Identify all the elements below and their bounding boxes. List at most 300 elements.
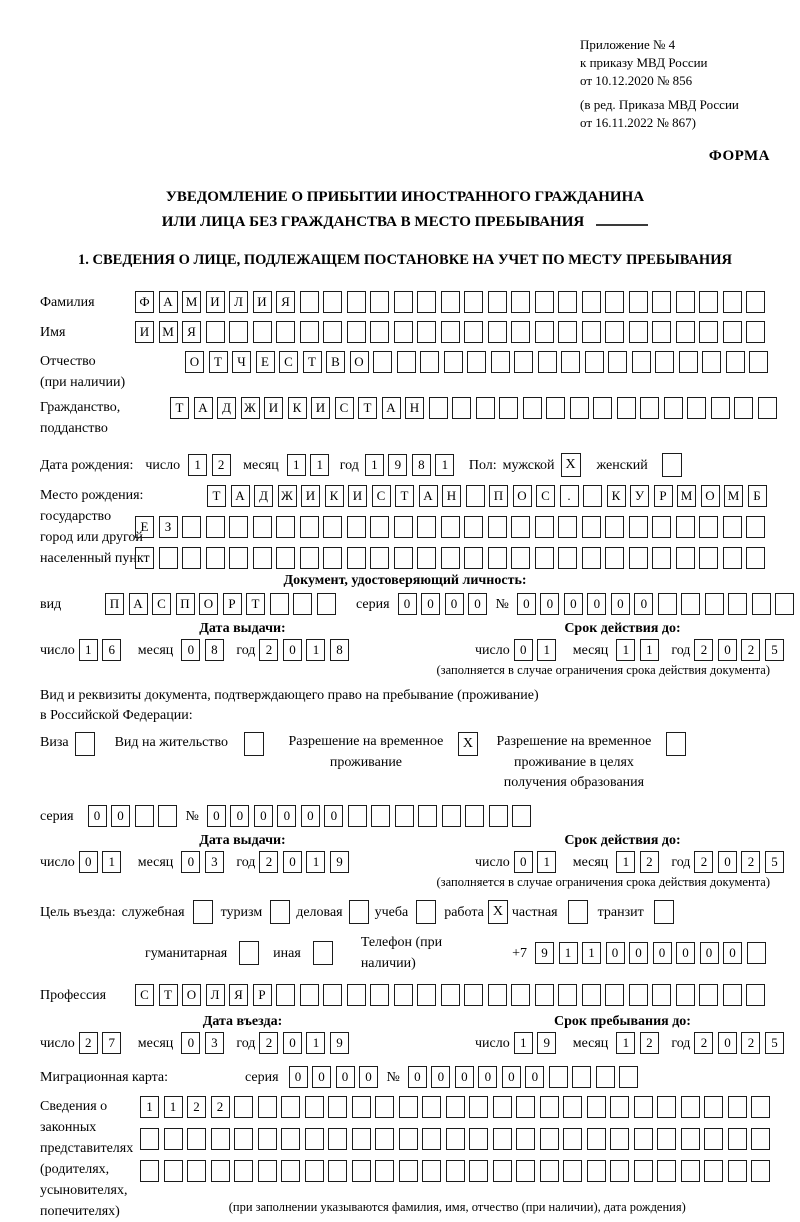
char-cell[interactable] <box>441 516 460 538</box>
char-cell[interactable] <box>728 1160 747 1182</box>
char-cell[interactable] <box>617 397 636 419</box>
char-cell[interactable] <box>258 1160 277 1182</box>
char-cell[interactable]: Л <box>206 984 225 1006</box>
char-cell[interactable]: Т <box>159 984 178 1006</box>
char-cell[interactable] <box>563 1096 582 1118</box>
char-cell[interactable]: О <box>350 351 369 373</box>
char-cell[interactable] <box>375 1160 394 1182</box>
char-cell[interactable]: 1 <box>306 851 325 873</box>
char-cell[interactable]: Т <box>209 351 228 373</box>
char-cell[interactable] <box>535 291 554 313</box>
char-cell[interactable]: С <box>335 397 354 419</box>
char-cell[interactable] <box>699 984 718 1006</box>
char-cell[interactable] <box>751 1096 770 1118</box>
char-cell[interactable] <box>323 516 342 538</box>
char-cell[interactable]: К <box>288 397 307 419</box>
char-cell[interactable]: 9 <box>537 1032 556 1054</box>
char-cell[interactable] <box>164 1128 183 1150</box>
char-cell[interactable] <box>489 805 508 827</box>
char-cell[interactable] <box>323 547 342 569</box>
char-cell[interactable] <box>652 321 671 343</box>
char-cell[interactable]: И <box>311 397 330 419</box>
char-cell[interactable]: И <box>253 291 272 313</box>
char-cell[interactable]: 0 <box>359 1066 378 1088</box>
char-cell[interactable] <box>652 516 671 538</box>
char-cell[interactable] <box>493 1128 512 1150</box>
char-cell[interactable]: Т <box>395 485 414 507</box>
char-cell[interactable] <box>728 1096 747 1118</box>
char-cell[interactable]: 8 <box>412 454 431 476</box>
char-cell[interactable] <box>538 351 557 373</box>
char-cell[interactable]: 0 <box>718 851 737 873</box>
char-cell[interactable] <box>657 1096 676 1118</box>
char-cell[interactable] <box>702 351 721 373</box>
char-cell[interactable]: А <box>129 593 148 615</box>
char-cell[interactable] <box>464 291 483 313</box>
char-cell[interactable] <box>446 1096 465 1118</box>
char-cell[interactable]: 0 <box>324 805 343 827</box>
char-cell[interactable]: Т <box>246 593 265 615</box>
char-cell[interactable]: З <box>159 516 178 538</box>
char-cell[interactable] <box>493 1160 512 1182</box>
char-cell[interactable] <box>608 351 627 373</box>
char-cell[interactable] <box>348 805 367 827</box>
char-cell[interactable]: П <box>105 593 124 615</box>
char-cell[interactable] <box>206 516 225 538</box>
char-cell[interactable]: 0 <box>718 639 737 661</box>
char-cell[interactable] <box>293 593 312 615</box>
char-cell[interactable] <box>491 351 510 373</box>
char-cell[interactable]: П <box>489 485 508 507</box>
char-cell[interactable]: 0 <box>181 851 200 873</box>
residence-permit-checkbox[interactable] <box>244 732 264 756</box>
char-cell[interactable] <box>206 321 225 343</box>
char-cell[interactable] <box>395 805 414 827</box>
char-cell[interactable] <box>535 547 554 569</box>
char-cell[interactable] <box>605 291 624 313</box>
char-cell[interactable] <box>182 547 201 569</box>
char-cell[interactable]: Р <box>223 593 242 615</box>
char-cell[interactable] <box>234 1096 253 1118</box>
char-cell[interactable]: С <box>279 351 298 373</box>
char-cell[interactable] <box>563 1160 582 1182</box>
char-cell[interactable]: 0 <box>254 805 273 827</box>
char-cell[interactable]: 0 <box>587 593 606 615</box>
char-cell[interactable] <box>629 321 648 343</box>
char-cell[interactable] <box>634 1128 653 1150</box>
char-cell[interactable] <box>619 1066 638 1088</box>
char-cell[interactable]: 1 <box>306 1032 325 1054</box>
char-cell[interactable] <box>728 1128 747 1150</box>
char-cell[interactable]: 0 <box>514 851 533 873</box>
edu-permit-checkbox[interactable] <box>666 732 686 756</box>
char-cell[interactable]: 7 <box>102 1032 121 1054</box>
char-cell[interactable]: Р <box>654 485 673 507</box>
char-cell[interactable] <box>328 1128 347 1150</box>
char-cell[interactable] <box>135 547 154 569</box>
char-cell[interactable] <box>632 351 651 373</box>
char-cell[interactable]: Б <box>748 485 767 507</box>
char-cell[interactable]: 0 <box>301 805 320 827</box>
char-cell[interactable]: 1 <box>79 639 98 661</box>
char-cell[interactable] <box>394 547 413 569</box>
char-cell[interactable]: 2 <box>741 1032 760 1054</box>
char-cell[interactable]: С <box>536 485 555 507</box>
char-cell[interactable]: Д <box>254 485 273 507</box>
char-cell[interactable] <box>300 516 319 538</box>
char-cell[interactable] <box>446 1128 465 1150</box>
char-cell[interactable]: 0 <box>629 942 648 964</box>
char-cell[interactable]: 2 <box>741 851 760 873</box>
title-fill-in-blank[interactable] <box>596 211 648 226</box>
char-cell[interactable]: 0 <box>606 942 625 964</box>
char-cell[interactable] <box>752 593 771 615</box>
char-cell[interactable]: 0 <box>723 942 742 964</box>
char-cell[interactable] <box>499 397 518 419</box>
char-cell[interactable] <box>629 984 648 1006</box>
char-cell[interactable] <box>394 984 413 1006</box>
char-cell[interactable] <box>751 1160 770 1182</box>
char-cell[interactable]: 0 <box>207 805 226 827</box>
char-cell[interactable]: Р <box>253 984 272 1006</box>
purpose-study-checkbox[interactable] <box>416 900 436 924</box>
char-cell[interactable] <box>253 516 272 538</box>
char-cell[interactable] <box>323 984 342 1006</box>
char-cell[interactable]: 1 <box>102 851 121 873</box>
char-cell[interactable] <box>420 351 439 373</box>
char-cell[interactable]: 1 <box>306 639 325 661</box>
char-cell[interactable] <box>417 984 436 1006</box>
char-cell[interactable] <box>512 805 531 827</box>
char-cell[interactable] <box>444 351 463 373</box>
char-cell[interactable]: Я <box>229 984 248 1006</box>
char-cell[interactable]: Н <box>442 485 461 507</box>
char-cell[interactable] <box>511 547 530 569</box>
char-cell[interactable]: 1 <box>140 1096 159 1118</box>
char-cell[interactable]: Т <box>358 397 377 419</box>
char-cell[interactable] <box>488 321 507 343</box>
char-cell[interactable] <box>511 984 530 1006</box>
char-cell[interactable] <box>583 485 602 507</box>
char-cell[interactable]: Ч <box>232 351 251 373</box>
char-cell[interactable]: 0 <box>230 805 249 827</box>
char-cell[interactable] <box>540 1096 559 1118</box>
char-cell[interactable] <box>582 547 601 569</box>
char-cell[interactable]: Я <box>276 291 295 313</box>
char-cell[interactable] <box>549 1066 568 1088</box>
char-cell[interactable] <box>323 321 342 343</box>
char-cell[interactable] <box>370 516 389 538</box>
char-cell[interactable]: 0 <box>283 639 302 661</box>
char-cell[interactable] <box>352 1128 371 1150</box>
char-cell[interactable] <box>523 397 542 419</box>
char-cell[interactable] <box>465 805 484 827</box>
char-cell[interactable] <box>469 1096 488 1118</box>
char-cell[interactable] <box>276 547 295 569</box>
char-cell[interactable]: 5 <box>765 1032 784 1054</box>
char-cell[interactable]: 2 <box>259 1032 278 1054</box>
char-cell[interactable] <box>229 321 248 343</box>
char-cell[interactable]: А <box>194 397 213 419</box>
char-cell[interactable] <box>587 1160 606 1182</box>
char-cell[interactable] <box>370 984 389 1006</box>
char-cell[interactable]: 2 <box>741 639 760 661</box>
sex-female-checkbox[interactable] <box>662 453 682 477</box>
char-cell[interactable] <box>394 291 413 313</box>
char-cell[interactable]: 9 <box>330 851 349 873</box>
char-cell[interactable] <box>511 516 530 538</box>
char-cell[interactable]: А <box>382 397 401 419</box>
char-cell[interactable] <box>140 1160 159 1182</box>
char-cell[interactable] <box>417 516 436 538</box>
char-cell[interactable]: 1 <box>188 454 207 476</box>
char-cell[interactable]: 0 <box>88 805 107 827</box>
char-cell[interactable] <box>629 547 648 569</box>
char-cell[interactable] <box>488 984 507 1006</box>
char-cell[interactable]: 0 <box>289 1066 308 1088</box>
char-cell[interactable] <box>464 516 483 538</box>
char-cell[interactable] <box>281 1128 300 1150</box>
char-cell[interactable]: . <box>560 485 579 507</box>
char-cell[interactable] <box>441 984 460 1006</box>
char-cell[interactable] <box>749 351 768 373</box>
char-cell[interactable]: С <box>372 485 391 507</box>
char-cell[interactable] <box>596 1066 615 1088</box>
char-cell[interactable]: Е <box>135 516 154 538</box>
char-cell[interactable] <box>699 321 718 343</box>
char-cell[interactable] <box>746 547 765 569</box>
char-cell[interactable] <box>610 1160 629 1182</box>
char-cell[interactable]: 1 <box>616 851 635 873</box>
char-cell[interactable] <box>476 397 495 419</box>
char-cell[interactable] <box>140 1128 159 1150</box>
char-cell[interactable]: 1 <box>435 454 454 476</box>
char-cell[interactable] <box>135 805 154 827</box>
char-cell[interactable] <box>399 1160 418 1182</box>
char-cell[interactable] <box>418 805 437 827</box>
char-cell[interactable]: 0 <box>700 942 719 964</box>
char-cell[interactable] <box>676 291 695 313</box>
char-cell[interactable]: 2 <box>212 454 231 476</box>
char-cell[interactable]: П <box>176 593 195 615</box>
char-cell[interactable]: 1 <box>365 454 384 476</box>
char-cell[interactable] <box>258 1096 277 1118</box>
char-cell[interactable] <box>211 1128 230 1150</box>
char-cell[interactable]: Н <box>405 397 424 419</box>
char-cell[interactable]: 1 <box>514 1032 533 1054</box>
char-cell[interactable]: 0 <box>431 1066 450 1088</box>
char-cell[interactable]: 0 <box>445 593 464 615</box>
char-cell[interactable]: Т <box>303 351 322 373</box>
purpose-work-checkbox[interactable]: X <box>488 900 508 924</box>
char-cell[interactable] <box>511 291 530 313</box>
char-cell[interactable]: 1 <box>164 1096 183 1118</box>
char-cell[interactable] <box>723 547 742 569</box>
char-cell[interactable]: 3 <box>205 1032 224 1054</box>
char-cell[interactable]: 2 <box>79 1032 98 1054</box>
char-cell[interactable] <box>535 321 554 343</box>
char-cell[interactable]: У <box>630 485 649 507</box>
char-cell[interactable] <box>276 321 295 343</box>
char-cell[interactable] <box>704 1128 723 1150</box>
char-cell[interactable] <box>323 291 342 313</box>
visa-checkbox[interactable] <box>75 732 95 756</box>
char-cell[interactable] <box>229 516 248 538</box>
char-cell[interactable] <box>734 397 753 419</box>
char-cell[interactable] <box>158 805 177 827</box>
char-cell[interactable]: 1 <box>616 1032 635 1054</box>
char-cell[interactable] <box>681 1128 700 1150</box>
char-cell[interactable] <box>558 984 577 1006</box>
char-cell[interactable] <box>679 351 698 373</box>
char-cell[interactable] <box>582 516 601 538</box>
char-cell[interactable] <box>187 1160 206 1182</box>
char-cell[interactable]: Ф <box>135 291 154 313</box>
char-cell[interactable]: К <box>607 485 626 507</box>
char-cell[interactable] <box>347 291 366 313</box>
char-cell[interactable]: 0 <box>79 851 98 873</box>
char-cell[interactable]: 0 <box>564 593 583 615</box>
char-cell[interactable] <box>422 1160 441 1182</box>
char-cell[interactable] <box>681 593 700 615</box>
char-cell[interactable]: 0 <box>111 805 130 827</box>
char-cell[interactable] <box>370 321 389 343</box>
purpose-humanitarian-checkbox[interactable] <box>239 941 259 965</box>
char-cell[interactable] <box>775 593 794 615</box>
char-cell[interactable] <box>417 321 436 343</box>
char-cell[interactable]: 6 <box>102 639 121 661</box>
char-cell[interactable]: 0 <box>517 593 536 615</box>
purpose-private-checkbox[interactable] <box>568 900 588 924</box>
char-cell[interactable] <box>676 547 695 569</box>
temp-permit-checkbox[interactable]: X <box>458 732 478 756</box>
char-cell[interactable]: 2 <box>694 1032 713 1054</box>
char-cell[interactable] <box>699 547 718 569</box>
char-cell[interactable]: 5 <box>765 639 784 661</box>
char-cell[interactable] <box>582 321 601 343</box>
char-cell[interactable] <box>657 1128 676 1150</box>
char-cell[interactable]: 2 <box>259 639 278 661</box>
char-cell[interactable] <box>726 351 745 373</box>
char-cell[interactable] <box>394 516 413 538</box>
char-cell[interactable] <box>441 321 460 343</box>
char-cell[interactable] <box>758 397 777 419</box>
char-cell[interactable] <box>582 984 601 1006</box>
char-cell[interactable]: Я <box>182 321 201 343</box>
char-cell[interactable]: 0 <box>421 593 440 615</box>
char-cell[interactable]: 0 <box>502 1066 521 1088</box>
char-cell[interactable] <box>516 1160 535 1182</box>
char-cell[interactable] <box>347 321 366 343</box>
char-cell[interactable] <box>375 1096 394 1118</box>
char-cell[interactable] <box>676 321 695 343</box>
char-cell[interactable]: 5 <box>765 851 784 873</box>
char-cell[interactable] <box>558 547 577 569</box>
char-cell[interactable]: 0 <box>478 1066 497 1088</box>
char-cell[interactable] <box>370 547 389 569</box>
char-cell[interactable] <box>469 1128 488 1150</box>
char-cell[interactable]: 2 <box>259 851 278 873</box>
char-cell[interactable] <box>723 321 742 343</box>
char-cell[interactable]: И <box>206 291 225 313</box>
char-cell[interactable] <box>429 397 448 419</box>
char-cell[interactable]: Ж <box>278 485 297 507</box>
char-cell[interactable] <box>466 485 485 507</box>
char-cell[interactable] <box>570 397 589 419</box>
char-cell[interactable]: 0 <box>634 593 653 615</box>
char-cell[interactable] <box>664 397 683 419</box>
char-cell[interactable] <box>399 1096 418 1118</box>
char-cell[interactable]: Д <box>217 397 236 419</box>
char-cell[interactable]: Ж <box>241 397 260 419</box>
char-cell[interactable] <box>328 1096 347 1118</box>
char-cell[interactable] <box>652 984 671 1006</box>
char-cell[interactable] <box>446 1160 465 1182</box>
char-cell[interactable] <box>253 321 272 343</box>
char-cell[interactable] <box>352 1160 371 1182</box>
char-cell[interactable]: А <box>231 485 250 507</box>
char-cell[interactable] <box>516 1128 535 1150</box>
char-cell[interactable]: Т <box>207 485 226 507</box>
char-cell[interactable] <box>605 321 624 343</box>
char-cell[interactable]: 0 <box>611 593 630 615</box>
char-cell[interactable] <box>258 1128 277 1150</box>
char-cell[interactable] <box>681 1096 700 1118</box>
char-cell[interactable]: 2 <box>211 1096 230 1118</box>
char-cell[interactable] <box>746 984 765 1006</box>
char-cell[interactable] <box>561 351 580 373</box>
char-cell[interactable]: 1 <box>310 454 329 476</box>
char-cell[interactable] <box>211 1160 230 1182</box>
char-cell[interactable] <box>234 1160 253 1182</box>
char-cell[interactable] <box>276 516 295 538</box>
char-cell[interactable]: И <box>135 321 154 343</box>
char-cell[interactable] <box>687 397 706 419</box>
char-cell[interactable] <box>317 593 336 615</box>
char-cell[interactable] <box>347 547 366 569</box>
char-cell[interactable] <box>488 547 507 569</box>
char-cell[interactable] <box>629 516 648 538</box>
char-cell[interactable] <box>605 547 624 569</box>
char-cell[interactable] <box>746 516 765 538</box>
char-cell[interactable]: 0 <box>336 1066 355 1088</box>
char-cell[interactable]: М <box>159 321 178 343</box>
char-cell[interactable] <box>746 291 765 313</box>
char-cell[interactable] <box>300 984 319 1006</box>
char-cell[interactable]: А <box>159 291 178 313</box>
char-cell[interactable]: 2 <box>187 1096 206 1118</box>
char-cell[interactable]: М <box>724 485 743 507</box>
char-cell[interactable]: А <box>419 485 438 507</box>
char-cell[interactable] <box>300 291 319 313</box>
char-cell[interactable] <box>535 516 554 538</box>
purpose-other-checkbox[interactable] <box>313 941 333 965</box>
char-cell[interactable]: О <box>701 485 720 507</box>
char-cell[interactable]: 2 <box>640 1032 659 1054</box>
char-cell[interactable] <box>540 1128 559 1150</box>
char-cell[interactable] <box>441 291 460 313</box>
char-cell[interactable] <box>587 1096 606 1118</box>
char-cell[interactable] <box>305 1128 324 1150</box>
char-cell[interactable] <box>182 516 201 538</box>
char-cell[interactable] <box>488 516 507 538</box>
char-cell[interactable] <box>658 593 677 615</box>
char-cell[interactable] <box>305 1096 324 1118</box>
char-cell[interactable] <box>629 291 648 313</box>
char-cell[interactable] <box>704 1160 723 1182</box>
char-cell[interactable] <box>657 1160 676 1182</box>
char-cell[interactable]: 0 <box>277 805 296 827</box>
